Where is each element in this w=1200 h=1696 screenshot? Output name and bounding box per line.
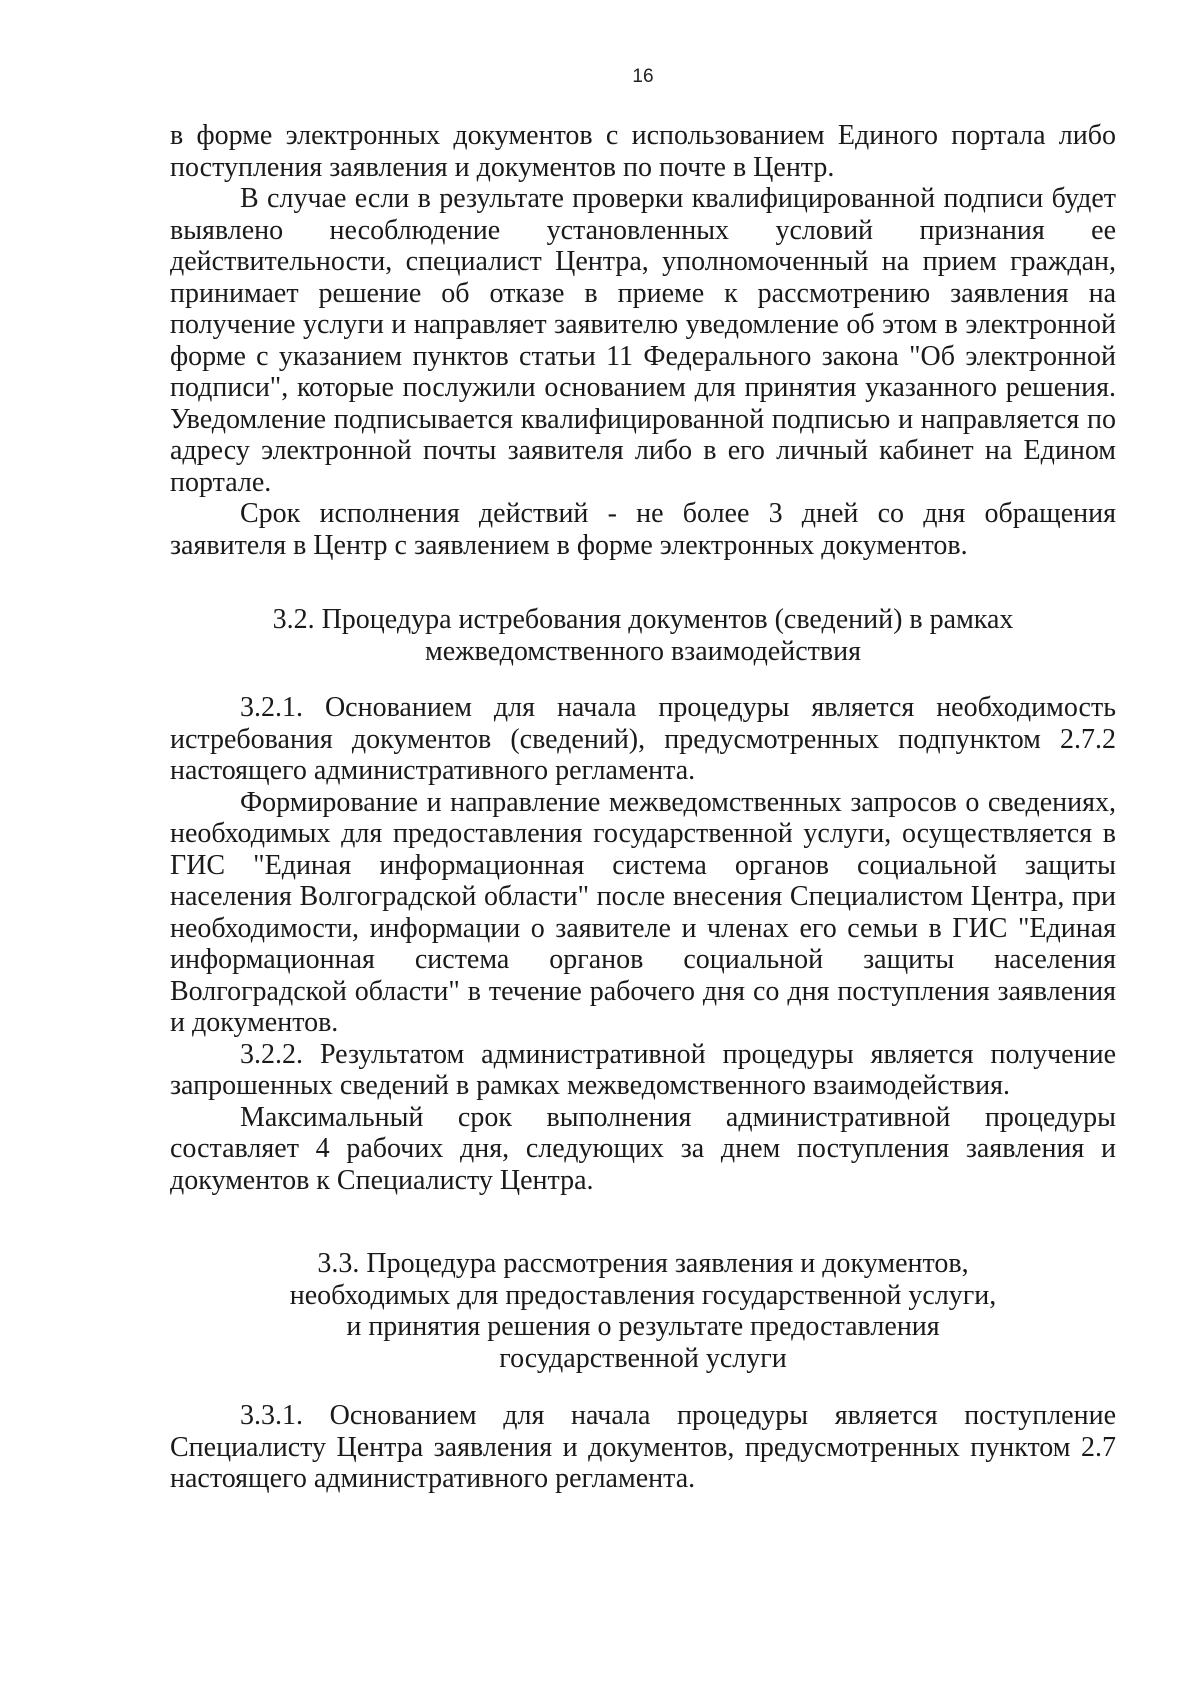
paragraph: 3.2.2. Результатом административной процедуры является получение запрошенных сведений в рамках межведомственного взаимодействия. <box>170 1038 1116 1101</box>
paragraph: Срок исполнения действий - не более 3 дней со дня обращения заявителя в Центр с заявлением в форме электронных документов. <box>170 498 1116 561</box>
text-block-section-3-2 <box>170 692 1116 1196</box>
paragraph: Максимальный срок выполнения административной процедуры составляет 4 рабочих дня, следующих за днем поступления заявления и документов к Специалисту Центра. <box>170 1101 1116 1196</box>
heading-line: государственной услуги <box>499 1342 787 1374</box>
paragraph: В случае если в результате проверки квалифицированной подписи будет выявлено несоблюдение установленных условий признания ее действительности, специалист Центра, уполномоченный на прием граждан, принимает решение об отказе в приеме к рассмотрению заявления на получение услуги и направляет заявителю уведомление об этом в электронной форме с указанием пунктов статьи 11 Федерального закона "Об электронной подписи", которые послужили основанием для принятия указанного решения. Уведомление подписывается квалифицированной подписью и направляется по адресу электронной почты заявителя либо в его личный кабинет на Едином портале. <box>170 183 1116 498</box>
heading-line: и принятия решения о результате предоставления <box>346 1311 940 1342</box>
page-number: 16 <box>632 66 654 87</box>
paragraph: 3.2.1. Основанием для начала процедуры является необходимость истребования документов (сведений), предусмотренных подпунктом 2.7.2 настоящего административного регламента. <box>170 692 1116 786</box>
paragraph: в форме электронных документов с использованием Единого портала либо поступления заявления и документов по почте в Центр. <box>170 120 1116 183</box>
heading-line: 3.2. Процедура истребования документов (сведений) в рамках <box>272 604 1014 635</box>
section-heading-3-3 <box>170 1248 1116 1374</box>
heading-line: необходимых для предоставления государственной услуги, <box>289 1279 997 1311</box>
paragraph: Формирование и направление межведомственных запросов о сведениях, необходимых для предоставления государственной услуги, осуществляется в ГИС "Единая информационная система органов социальной защиты населения Волгоградской области" после внесения Специалистом Центра, при необходимости, информации о заявителе и членах его семьи в ГИС "Единая информационная система органов социальной защиты населения Волгоградской области" в течение рабочего дня со дня поступления заявления и документов. <box>170 786 1116 1038</box>
heading-line: межведомственного взаимодействия <box>425 635 861 667</box>
heading-line: 3.3. Процедура рассмотрения заявления и документов, <box>317 1248 969 1279</box>
paragraph: 3.3.1. Основанием для начала процедуры является поступление Специалисту Центра заявления и документов, предусмотренных пунктом 2.7 настоящего административного регламента. <box>170 1400 1116 1494</box>
text-block-electronic-submission <box>170 120 1116 561</box>
text-block-section-3-3 <box>170 1400 1116 1495</box>
section-heading-3-2 <box>170 604 1116 667</box>
